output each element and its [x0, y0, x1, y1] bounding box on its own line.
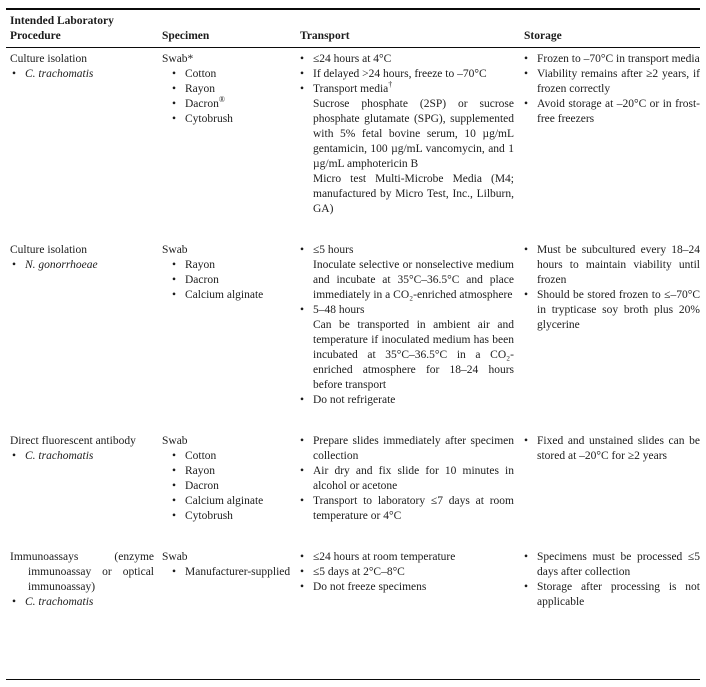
specimen-item-label: Dacron — [185, 274, 219, 286]
transport-item — [300, 550, 514, 565]
transport-item-text: ≤5 hours — [313, 244, 354, 256]
specimen-item — [172, 112, 292, 127]
bullet-icon — [300, 464, 308, 494]
storage-item-text: Viability remains after ≥2 years, if frozen correctly — [537, 68, 700, 95]
organism-item — [10, 449, 154, 464]
table-body — [6, 52, 700, 610]
storage-item — [524, 243, 700, 288]
specimen-item-label: Dacron — [185, 480, 219, 492]
bullet-icon — [300, 494, 308, 524]
bullet-icon — [172, 67, 180, 82]
bullet-icon — [524, 580, 532, 610]
bullet-icon — [524, 52, 532, 67]
specimen-item — [172, 494, 292, 509]
column-header-specimen: Specimen — [162, 30, 210, 42]
specimen-item — [172, 258, 292, 273]
specimen-type: Swab — [162, 244, 188, 256]
bullet-icon — [300, 67, 308, 82]
specimen-item — [172, 449, 292, 464]
bullet-icon — [300, 393, 308, 408]
bullet-icon — [300, 565, 308, 580]
specimen-cell — [162, 550, 300, 610]
storage-cell — [524, 52, 700, 217]
table-row — [6, 550, 700, 610]
bullet-icon — [524, 550, 532, 580]
procedure-title: Culture isolation — [10, 53, 87, 65]
transport-item-text: Can be transported in ambient air and temperature if inoculated medium has been incubated at 35°C–36.5°C in a CO₂-enriched atmosphere for 18–24 hours before transport — [313, 319, 514, 391]
bullet-icon — [172, 273, 180, 288]
storage-cell — [524, 434, 700, 524]
bullet-icon — [300, 434, 308, 464]
organism-item — [10, 258, 154, 273]
bullet-icon — [300, 580, 308, 595]
bullet-icon — [524, 243, 532, 288]
storage-item-text: Avoid storage at –20°C or in frost-free freezers — [537, 98, 700, 125]
procedure-cell — [10, 550, 162, 610]
transport-item — [300, 494, 514, 524]
transport-item-text: Do not freeze specimens — [313, 581, 427, 593]
bullet-icon — [300, 243, 308, 258]
specimen-cell — [162, 434, 300, 524]
procedure-cell — [10, 434, 162, 524]
column-header-transport: Transport — [300, 30, 350, 42]
bullet-icon — [524, 288, 532, 333]
transport-cell — [300, 243, 524, 408]
bullet-icon — [300, 550, 308, 565]
transport-item-text: ≤24 hours at 4°C — [313, 53, 392, 65]
bullet-icon — [172, 112, 180, 127]
storage-item — [524, 288, 700, 333]
transport-item — [300, 52, 514, 67]
specimen-item-label: Cotton — [185, 450, 217, 462]
transport-item-text: Do not refrigerate — [313, 394, 396, 406]
storage-item-text: Must be subcultured every 18–24 hours to maintain viability until frozen — [537, 244, 700, 286]
transport-cell — [300, 434, 524, 524]
table-header-row — [6, 10, 700, 48]
specimen-item — [172, 67, 292, 82]
column-header-procedure: Intended Laboratory Procedure — [10, 15, 114, 42]
bullet-icon — [172, 565, 180, 580]
organism-name: C. trachomatis — [25, 68, 94, 80]
organism-item — [10, 67, 154, 82]
organism-name: N. gonorrhoeae — [25, 259, 98, 271]
transport-item — [300, 97, 514, 172]
transport-item — [300, 243, 514, 258]
transport-item — [300, 303, 514, 318]
bullet-icon — [172, 258, 180, 273]
bullet-icon — [524, 97, 532, 127]
storage-item — [524, 97, 700, 127]
transport-item-text: Prepare slides immediately after specimen collection — [313, 435, 514, 462]
specimen-item — [172, 97, 292, 112]
specimen-cell — [162, 243, 300, 408]
transport-cell — [300, 550, 524, 610]
procedure-cell — [10, 52, 162, 217]
table-row — [6, 434, 700, 524]
column-header-storage: Storage — [524, 30, 562, 42]
transport-item — [300, 434, 514, 464]
bullet-icon — [172, 97, 180, 112]
transport-item-text: Inoculate selective or nonselective medium and incubate at 35°C–36.5°C and place immediately in a CO₂-enriched atmosphere — [313, 259, 514, 301]
transport-item-text: Air dry and fix slide for 10 minutes in alcohol or acetone — [313, 465, 514, 492]
transport-item — [300, 580, 514, 595]
table-row — [6, 243, 700, 408]
bullet-icon — [172, 479, 180, 494]
specimen-item — [172, 479, 292, 494]
procedure-title: Immunoassays (enzyme immunoassay or optical immunoassay) — [10, 551, 154, 593]
storage-item-text: Frozen to –70°C in transport media — [537, 53, 700, 65]
transport-item — [300, 258, 514, 303]
bullet-icon — [524, 434, 532, 464]
bullet-icon — [300, 303, 308, 318]
specimen-item — [172, 273, 292, 288]
storage-item — [524, 434, 700, 464]
bullet-icon — [172, 82, 180, 97]
transport-item — [300, 67, 514, 82]
transport-item — [300, 172, 514, 217]
storage-cell — [524, 550, 700, 610]
transport-item-text: Micro test Multi-Microbe Media (M4; manufactured by Micro Test, Inc., Lilburn, GA) — [313, 173, 514, 215]
specimen-item-label: Rayon — [185, 465, 216, 477]
storage-item-text: Specimens must be processed ≤5 days after collection — [537, 551, 700, 578]
transport-item-text: ≤5 days at 2°C–8°C — [313, 566, 405, 578]
specimen-item-label: Dacron® — [185, 95, 225, 110]
specimen-type: Swab — [162, 551, 188, 563]
procedure-title: Culture isolation — [10, 244, 87, 256]
specimen-item — [172, 565, 292, 580]
storage-item — [524, 550, 700, 580]
transport-item — [300, 318, 514, 393]
table-bottom-rule — [6, 679, 700, 680]
procedure-cell — [10, 243, 162, 408]
specimen-item — [172, 288, 292, 303]
specimen-item — [172, 464, 292, 479]
procedure-title: Direct fluorescent antibody — [10, 435, 136, 447]
organism-name: C. trachomatis — [25, 450, 94, 462]
specimen-item — [172, 82, 292, 97]
bullet-icon — [300, 52, 308, 67]
bullet-icon — [172, 509, 180, 524]
specimen-item-label: Cytobrush — [185, 113, 233, 125]
organism-item — [10, 595, 154, 610]
specimen-item-label: Cotton — [185, 68, 217, 80]
storage-item-text: Should be stored frozen to ≤–70°C in trypticase soy broth plus 20% glycerine — [537, 289, 700, 331]
organism-name: C. trachomatis — [25, 596, 94, 608]
transport-item-text: Transport to laboratory ≤7 days at room temperature or 4°C — [313, 495, 514, 522]
bullet-icon — [524, 67, 532, 97]
specimen-item-label: Calcium alginate — [185, 289, 264, 301]
specimen-type: Swab — [162, 435, 188, 447]
bullet-icon — [12, 449, 20, 464]
bullet-icon — [12, 67, 20, 82]
storage-item — [524, 52, 700, 67]
storage-cell — [524, 243, 700, 408]
storage-item — [524, 67, 700, 97]
bullet-icon — [12, 258, 20, 273]
transport-item — [300, 464, 514, 494]
transport-item — [300, 82, 514, 97]
transport-item-text: Sucrose phosphate (2SP) or sucrose phosphate glutamate (SPG), supplemented with 5% fetal bovine serum, 10 µg/mL gentamicin, 100 µg/mL vancomycin, and 1 µg/mL amphotericin B — [313, 98, 514, 170]
specimen-item-label: Rayon — [185, 259, 216, 271]
bullet-icon — [172, 494, 180, 509]
bullet-icon — [172, 449, 180, 464]
transport-item-text: If delayed >24 hours, freeze to –70°C — [313, 68, 487, 80]
bullet-icon — [172, 288, 180, 303]
bullet-icon — [300, 82, 308, 97]
bullet-icon — [172, 464, 180, 479]
transport-item-text: 5–48 hours — [313, 304, 365, 316]
specimen-item — [172, 509, 292, 524]
table-row — [6, 52, 700, 217]
transport-item-text: Transport media† — [313, 80, 393, 95]
specimen-item-label: Cytobrush — [185, 510, 233, 522]
storage-item-text: Fixed and unstained slides can be stored at –20°C for ≥2 years — [537, 435, 700, 462]
specimen-item-label: Manufacturer-supplied — [185, 566, 291, 578]
bullet-icon — [12, 595, 20, 610]
storage-item-text: Storage after processing is not applicable — [537, 581, 700, 608]
specimen-cell — [162, 52, 300, 217]
specimen-item-label: Rayon — [185, 83, 216, 95]
specimen-type: Swab* — [162, 53, 194, 65]
transport-cell — [300, 52, 524, 217]
storage-item — [524, 580, 700, 610]
transport-item — [300, 393, 514, 408]
transport-item-text: ≤24 hours at room temperature — [313, 551, 456, 563]
transport-item — [300, 565, 514, 580]
specimen-item-label: Calcium alginate — [185, 495, 264, 507]
